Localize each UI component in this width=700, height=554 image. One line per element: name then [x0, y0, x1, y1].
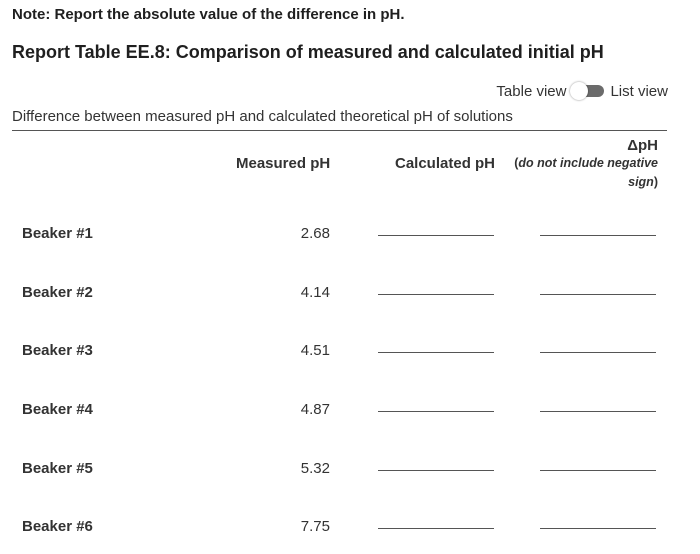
delta-ph-input[interactable]: [540, 235, 656, 236]
measured-ph-header: Measured pH: [236, 155, 331, 172]
row-label: Beaker #3: [22, 342, 93, 359]
caption-divider: [12, 130, 667, 131]
table-view-label[interactable]: Table view: [496, 82, 567, 100]
table-row: [0, 219, 700, 249]
table-row: [0, 278, 700, 308]
list-view-label[interactable]: List view: [610, 82, 668, 100]
calculated-ph-input[interactable]: [378, 528, 494, 529]
view-switch[interactable]: [570, 82, 606, 100]
delta-note-text: do not include negative sign: [518, 156, 658, 189]
calculated-ph-input[interactable]: [378, 235, 494, 236]
measured-value: 5.32: [300, 460, 330, 477]
delta-note-open: (: [514, 156, 519, 170]
delta-ph-header: [498, 137, 658, 192]
report-table-title: Report Table EE.8: Comparison of measured and calculated initial pH: [12, 42, 604, 62]
delta-ph-input[interactable]: [540, 294, 656, 295]
delta-ph-input[interactable]: [540, 411, 656, 412]
measured-value: 4.14: [300, 284, 330, 301]
delta-ph-input[interactable]: [540, 470, 656, 471]
table-row: [0, 454, 700, 484]
note-text: Note: Report the absolute value of the difference in pH.: [12, 6, 405, 23]
table-caption: Difference between measured pH and calculated theoretical pH of solutions: [12, 108, 513, 125]
row-label: Beaker #4: [22, 401, 93, 418]
calculated-ph-header: Calculated pH: [395, 155, 496, 172]
calculated-ph-input[interactable]: [378, 411, 494, 412]
delta-ph-input[interactable]: [540, 528, 656, 529]
table-row: [0, 395, 700, 425]
calculated-ph-input[interactable]: [378, 352, 494, 353]
calculated-ph-input[interactable]: [378, 294, 494, 295]
row-label: Beaker #2: [22, 284, 93, 301]
delta-ph-label: ΔpH: [627, 137, 658, 154]
measured-value: 4.51: [300, 342, 330, 359]
switch-knob[interactable]: [570, 82, 588, 100]
view-toggle: [496, 82, 668, 100]
row-label: Beaker #1: [22, 225, 93, 242]
delta-ph-note: [498, 154, 658, 192]
row-label: Beaker #6: [22, 518, 93, 535]
measured-value: 7.75: [300, 518, 330, 535]
table-row: [0, 336, 700, 366]
table-row: [0, 512, 700, 542]
measured-value: 2.68: [300, 225, 330, 242]
measured-value: 4.87: [300, 401, 330, 418]
calculated-ph-input[interactable]: [378, 470, 494, 471]
delta-ph-input[interactable]: [540, 352, 656, 353]
row-label: Beaker #5: [22, 460, 93, 477]
delta-note-close: ): [653, 175, 658, 189]
